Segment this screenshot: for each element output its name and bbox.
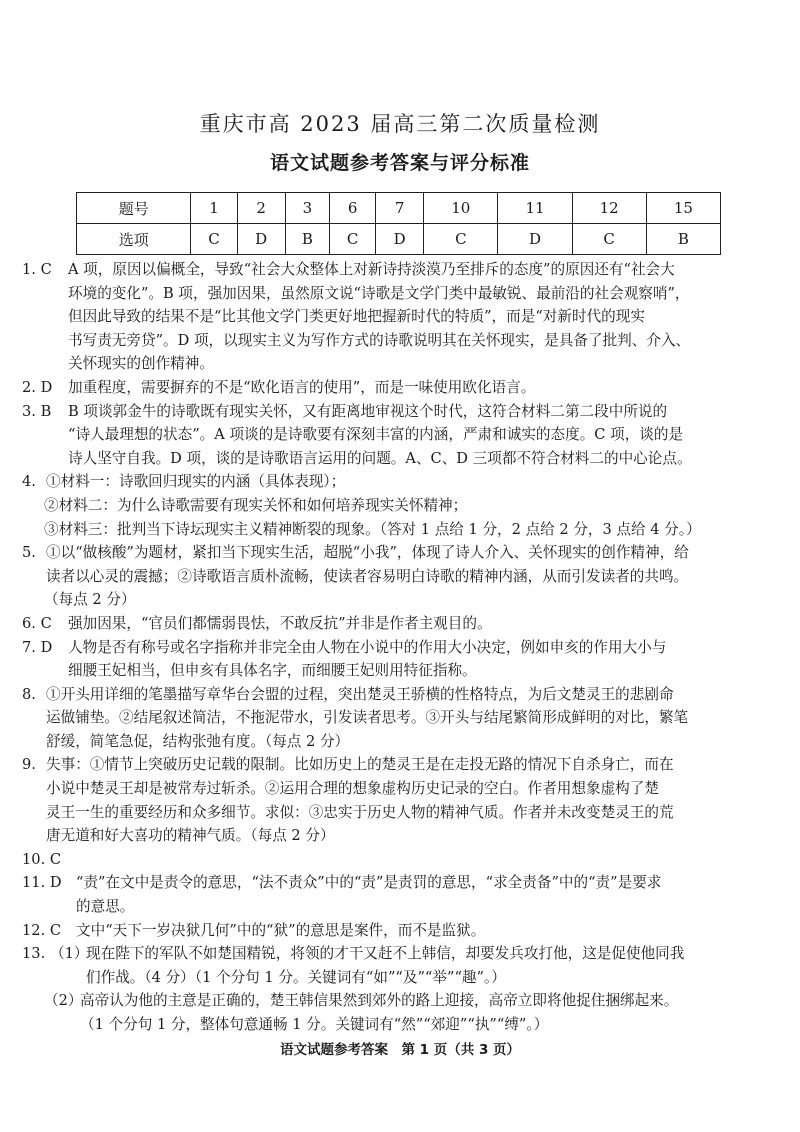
question-number: 3 <box>285 193 329 224</box>
answer-item-7 <box>22 636 782 683</box>
item-number: 3. B <box>22 402 52 420</box>
explanation-line: 但因此导致的结果不是“比其他文学门类更好地把握新时代的特质”，而是“对新时代的现实 <box>68 308 645 326</box>
answer-choice: C <box>191 224 237 255</box>
item-number: 5. <box>22 544 36 562</box>
sub-answer-2 <box>22 989 782 1036</box>
explanation-line: 现在陛下的军队不如楚国精锐，将领的才干又赶不上韩信，却要发兵攻打他，这是促使他同我 <box>86 945 685 963</box>
question-number: 1 <box>191 193 237 224</box>
explanation-line: 们作战。（4 分）（1 个分句 1 分。关键词有“如”“及”“举”“趣”。） <box>86 968 506 986</box>
answer-item-13 <box>22 942 782 989</box>
explanation-line: 的意思。 <box>76 898 135 916</box>
page-footer: 语文试题参考答案 第 1 页（共 3 页） <box>279 1042 521 1058</box>
explanation-line: 书写责无旁贷”。D 项，以现实主义为写作方式的诗歌说明其在关怀现实，是具备了批判、介入、 <box>68 331 691 349</box>
explanation-line: ①材料一：诗歌回归现实的内涵（具体表现）； <box>46 473 346 491</box>
question-number: 11 <box>498 193 572 224</box>
item-number: 6. C <box>22 614 52 632</box>
explanation-line: 人物是否有称号或名字指称并非完全由人物在小说中的作用大小决定，例如申亥的作用大小与 <box>68 638 667 656</box>
explanation-line: “诗人最理想的状态”。A 项谈的是诗歌要有深刻丰富的内涵，严肃和诚实的态度。C 项，谈的是 <box>68 426 684 444</box>
answer-item-11 <box>22 871 782 918</box>
explanation-line: 读者以心灵的震撼；②诗歌语言质朴流畅，使读者容易明白诗歌的精神内涵，从而引发读者的共鸣。 <box>46 567 689 585</box>
answer-item-3 <box>22 400 782 471</box>
answer-choice: C <box>330 224 376 255</box>
answer-item-12 <box>22 919 782 943</box>
answer-choice: D <box>376 224 424 255</box>
question-number: 2 <box>237 193 285 224</box>
explanation-line: ①以“做核酸”为题材，紧扣当下现实生活，超脱“小我”，体现了诗人介入、关怀现实的创作精神，给 <box>46 544 689 562</box>
explanation-line: 运做铺垫。②结尾叙述简洁，不拖泥带水，引发读者思考。③开头与结尾繁简形成鲜明的对比，繁笔 <box>46 709 689 727</box>
explanation-line: ③材料三：批判当下诗坛现实主义精神断裂的现象。（答对 1 点给 1 分，2 点给 2 分，3 点给 4 分。） <box>44 520 701 538</box>
sub-answer-prefix: （1） <box>50 945 89 963</box>
item-number: 4. <box>22 473 36 491</box>
explanation-line: B 项谈郭金牛的诗歌既有现实关怀，又有距离地审视这个时代，这符合材料二第二段中所说的 <box>68 402 668 420</box>
answer-item-9 <box>22 753 782 847</box>
answer-choice: B <box>646 224 720 255</box>
explanation-line: 环境的变化”。B 项，强加因果，虽然原文说“诗歌是文学门类中最敏锐、最前沿的社会观察哨”， <box>68 284 690 302</box>
item-number: 12. C <box>22 921 62 939</box>
answer-table <box>76 192 721 255</box>
explanation-line: 文中“天下一岁决狱几何”中的“狱”的意思是案件，而不是监狱。 <box>76 921 486 939</box>
question-number: 6 <box>330 193 376 224</box>
explanation-line: 诗人坚守自我。D 项，谈的是诗歌语言运用的问题。A、C、D 三项都不符合材料二的中心论点。 <box>68 449 692 467</box>
answer-item-2 <box>22 376 782 400</box>
sub-answer-1 <box>50 942 782 989</box>
page-subtitle: 语文试题参考答案与评分标准 <box>269 152 530 174</box>
question-number: 7 <box>376 193 424 224</box>
explanation-line: 关怀现实的创作精神。 <box>68 355 214 373</box>
answer-choice: C <box>424 224 498 255</box>
answer-table-choice-row <box>77 224 721 255</box>
row-header-number: 题号 <box>77 193 191 224</box>
explanation-line: 失事：①情节上突破历史记载的限制。比如历史上的楚灵王是在走投无路的情况下自杀身亡，而在 <box>46 756 674 774</box>
answer-choice: C <box>572 224 646 255</box>
answer-item-4 <box>22 470 782 494</box>
explanation-line: A 项，原因以偏概全，导致“社会大众整体上对新诗持淡漠乃至排斥的态度”的原因还有“社会大 <box>68 261 675 278</box>
explanation-line: 细腰王妃相当，但申亥有具体名字，而细腰王妃则用特征指称。 <box>68 662 477 680</box>
item-number: 9. <box>22 756 36 774</box>
answer-explanations <box>22 258 782 1037</box>
answer-item-10 <box>22 848 782 872</box>
explanation-line: “责”在文中是责令的意思，“法不责众”中的“责”是责罚的意思，“求全责备”中的“责”是要求 <box>76 874 662 892</box>
answer-choice: D <box>237 224 285 255</box>
explanation-line: 高帝认为他的主意是正确的，楚王韩信果然到郊外的路上迎接，高帝立即将他捉住捆绑起来。 <box>80 992 679 1010</box>
item-number: 2. D <box>22 378 53 396</box>
explanation-line: ②材料二：为什么诗歌需要有现实关怀和如何培养现实关怀精神； <box>44 496 468 514</box>
question-number: 10 <box>424 193 498 224</box>
answer-item-6 <box>22 612 782 636</box>
explanation-line: （每点 2 分） <box>44 591 136 609</box>
item-number: 10. C <box>22 850 62 868</box>
explanation-line: 加重程度，需要摒弃的不是“欧化语言的使用”，而是一味使用欧化语言。 <box>68 378 536 396</box>
answer-item-1 <box>22 258 782 376</box>
sub-answer-prefix: （2） <box>44 992 83 1010</box>
question-number: 12 <box>572 193 646 224</box>
question-number: 15 <box>646 193 720 224</box>
row-header-choice: 选项 <box>77 224 191 255</box>
explanation-line: 小说中楚灵王却是被常寿过斩杀。②运用合理的想象虚构历史记录的空白。作者用想象虚构了楚 <box>46 780 659 798</box>
explanation-line: 唐无道和好大喜功的精神气质。（每点 2 分） <box>46 827 335 845</box>
explanation-line: 舒缓，简笔急促，结构张弛有度。（每点 2 分） <box>46 732 350 750</box>
answer-item-8 <box>22 683 782 754</box>
item-number: 1. C <box>22 261 52 278</box>
item-number: 8. <box>22 685 36 703</box>
item-number: 11. D <box>22 874 62 892</box>
page-title: 重庆市高 2023 届高三第二次质量检测 <box>199 112 601 136</box>
explanation-line: （1 个分句 1 分，整体句意通畅 1 分。关键词有“然”“郊迎”“执”“缚”。） <box>80 1016 549 1033</box>
item-number: 7. D <box>22 638 53 656</box>
answer-item-5 <box>22 541 782 588</box>
explanation-line: 强加因果，“官员们都懦弱畏怯，不敢反抗”并非是作者主观目的。 <box>68 614 492 632</box>
item-number: 13. <box>22 945 46 963</box>
explanation-line: ①开头用详细的笔墨描写章华台会盟的过程，突出楚灵王骄横的性格特点，为后文楚灵王的悲剧命 <box>46 685 674 703</box>
explanation-line: 灵王一生的重要经历和众多细节。求似：③忠实于历史人物的精神气质。作者并未改变楚灵王的荒 <box>46 803 674 821</box>
answer-choice: D <box>498 224 572 255</box>
answer-table-number-row <box>77 193 721 224</box>
answer-choice: B <box>285 224 329 255</box>
